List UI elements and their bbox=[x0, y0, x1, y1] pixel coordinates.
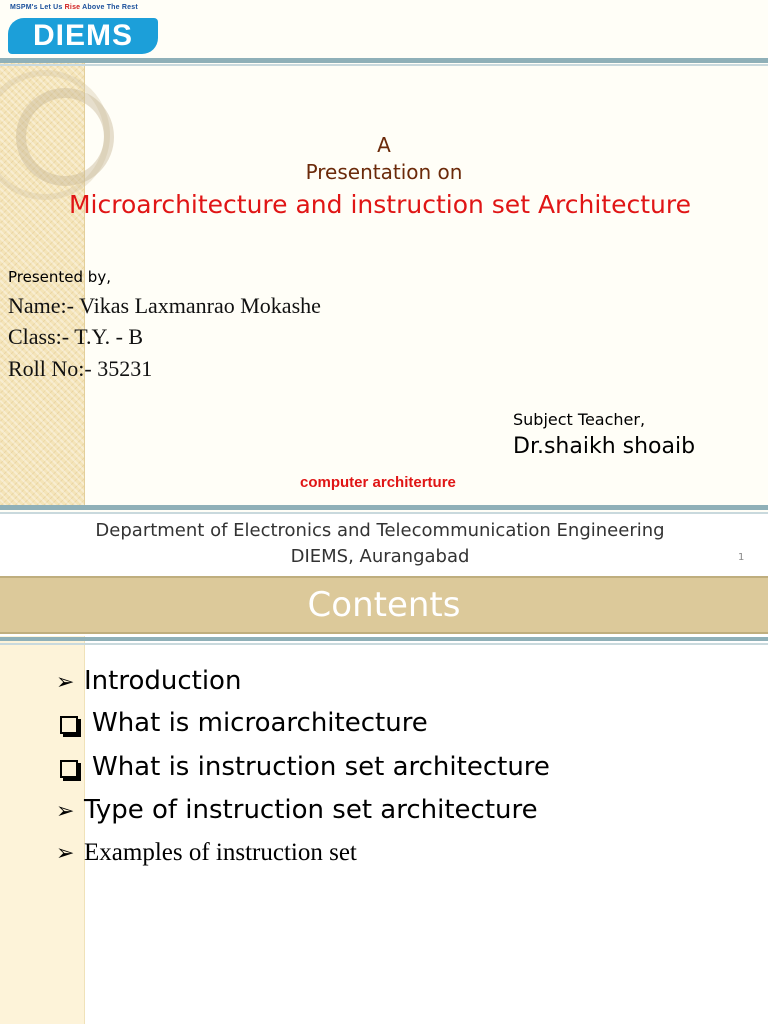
top-accent-thin-bar bbox=[0, 64, 768, 66]
arrow-bullet-icon: ➢ bbox=[56, 670, 75, 695]
subject-teacher-label: Subject Teacher, bbox=[513, 410, 646, 429]
contents-accent-thin-bar bbox=[0, 643, 768, 645]
bottom-accent-thin-bar bbox=[0, 512, 768, 514]
list-item: ➢ Type of instruction set architecture bbox=[56, 795, 538, 825]
department-name: Department of Electronics and Telecommunication Engineering bbox=[95, 520, 665, 541]
subject-teacher-name: Dr.shaikh shoaib bbox=[513, 434, 696, 459]
top-accent-bar bbox=[0, 58, 768, 63]
course-name: computer architerture bbox=[300, 474, 456, 491]
square-bullet-icon bbox=[60, 760, 78, 778]
list-item: ➢ Examples of instruction set bbox=[56, 839, 357, 866]
institute-name: DIEMS, Aurangabad bbox=[290, 546, 470, 567]
arrow-bullet-icon: ➢ bbox=[56, 799, 75, 824]
bottom-accent-bar bbox=[0, 505, 768, 510]
contents-heading: Contents bbox=[0, 576, 768, 634]
arrow-bullet-icon: ➢ bbox=[56, 841, 75, 866]
slide-number: 1 bbox=[738, 552, 745, 563]
diems-logo bbox=[6, 4, 158, 54]
presented-by-label: Presented by, bbox=[8, 268, 111, 286]
presenter-roll-no: Roll No:- 35231 bbox=[8, 356, 153, 381]
presenter-name: Name:- Vikas Laxmanrao Mokashe bbox=[8, 293, 321, 318]
square-bullet-icon bbox=[60, 716, 78, 734]
list-item: What is microarchitecture bbox=[60, 708, 428, 738]
title-a: A bbox=[377, 133, 391, 157]
contents-accent-bar bbox=[0, 637, 768, 641]
logo-wordmark: DIEMS bbox=[8, 18, 158, 54]
list-item: ➢ Introduction bbox=[56, 666, 242, 696]
title-presentation-on: Presentation on bbox=[305, 160, 463, 184]
presentation-title: Microarchitecture and instruction set Architecture bbox=[68, 190, 691, 219]
department-footer bbox=[0, 518, 760, 570]
logo-tagline: MSPM's Let Us Rise Above The Rest bbox=[10, 4, 138, 11]
presenter-class: Class:- T.Y. - B bbox=[8, 324, 144, 349]
list-item: What is instruction set architecture bbox=[60, 752, 550, 782]
